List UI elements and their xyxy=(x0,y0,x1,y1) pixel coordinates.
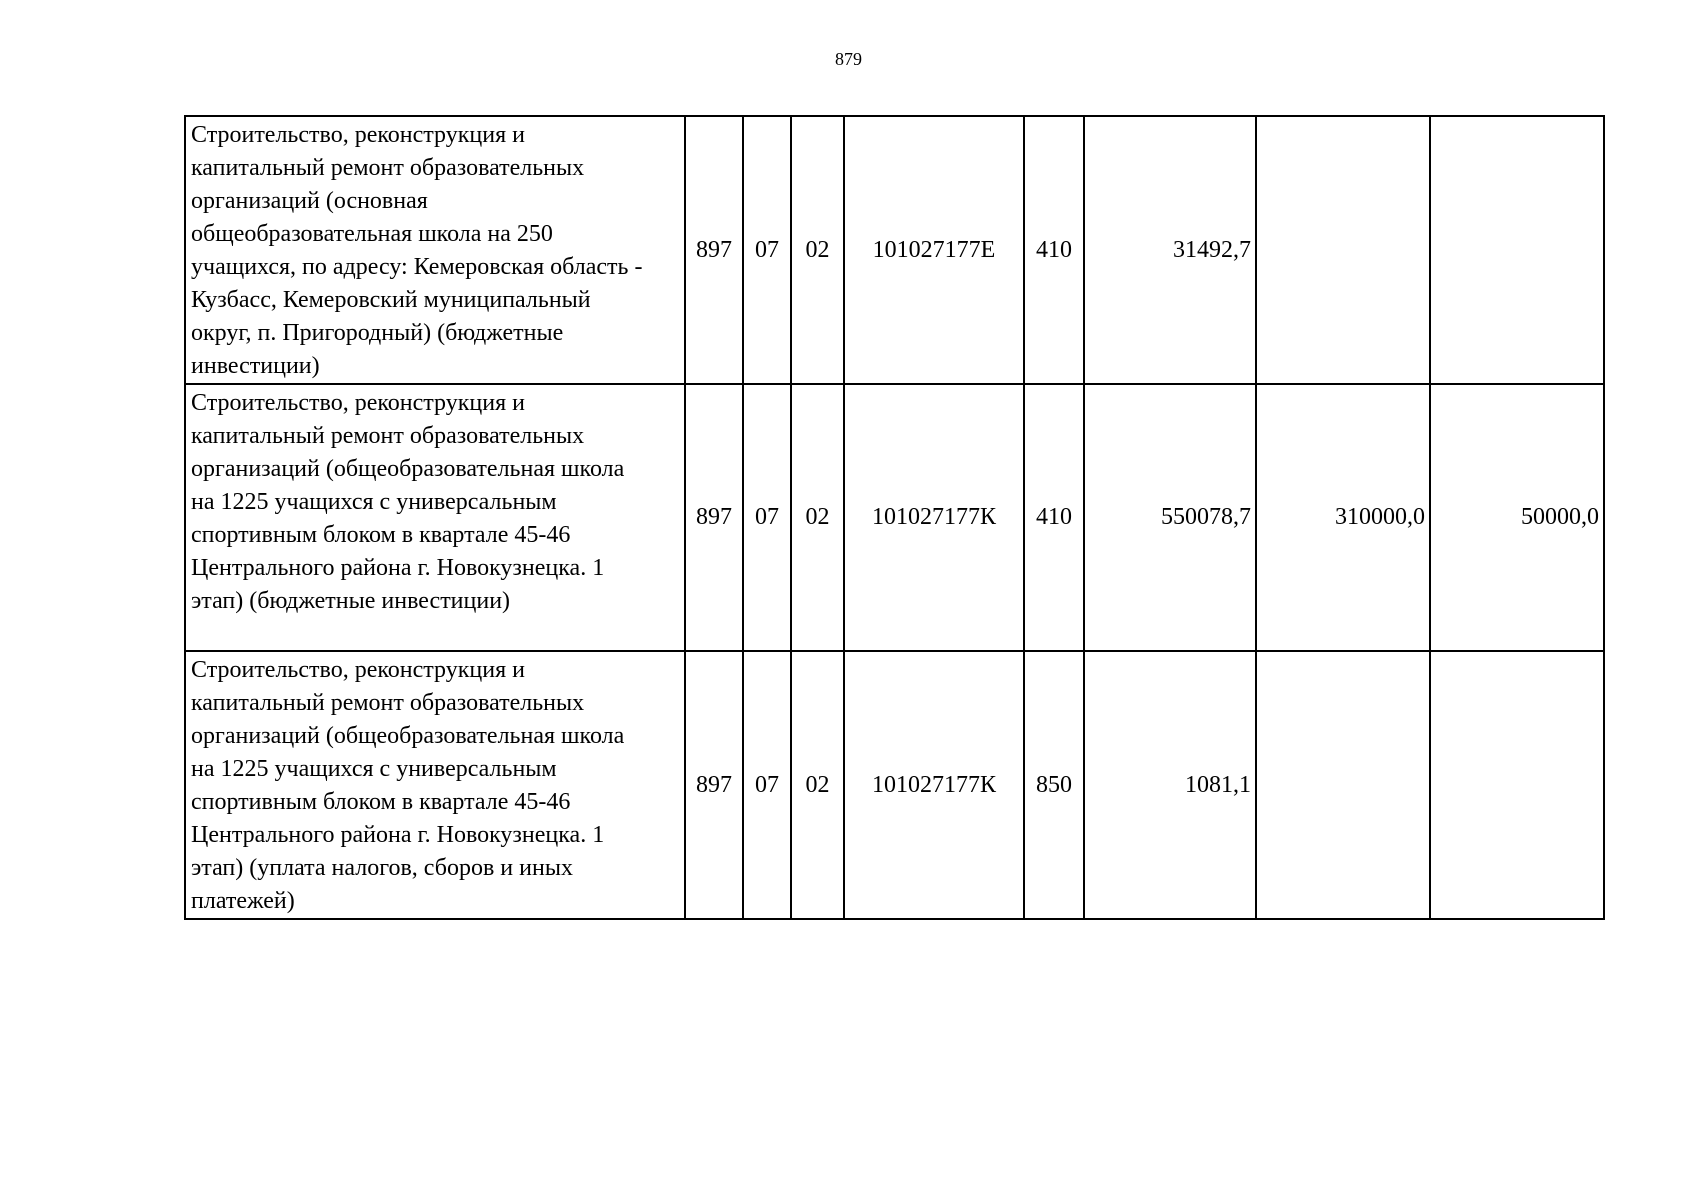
target-article-cell: 101027177К xyxy=(844,651,1024,919)
expense-name-cell: Строительство, реконструкция и капитальный ремонт образовательных организаций (общеобразовательная школа на 1225 учащихся с универсальным спортивным блоком в квартале 45-46 Центрального района г. Новокузнецка. 1 этап) (уплата налогов, сборов и иных платежей) xyxy=(185,651,685,919)
expense-name-cell: Строительство, реконструкция и капитальный ремонт образовательных организаций (общеобразовательная школа на 1225 учащихся с универсальным спортивным блоком в квартале 45-46 Центрального района г. Новокузнецка. 1 этап) (бюджетные инвестиции) xyxy=(185,384,685,651)
ministry-code-cell: 897 xyxy=(685,651,743,919)
table-row xyxy=(185,116,1604,384)
table-row xyxy=(185,651,1604,919)
sum-2-cell: 310000,0 xyxy=(1256,384,1430,651)
target-article-cell: 101027177Е xyxy=(844,116,1024,384)
subsection-code-cell: 02 xyxy=(791,651,844,919)
sum-2-cell xyxy=(1256,116,1430,384)
sum-3-cell xyxy=(1430,116,1604,384)
expense-type-cell: 410 xyxy=(1024,384,1084,651)
expense-name-cell: Строительство, реконструкция и капитальный ремонт образовательных организаций (основная общеобразовательная школа на 250 учащихся, по адресу: Кемеровская область - Кузбасс, Кемеровский муниципальный округ, п. Пригородный) (бюджетные инвестиции) xyxy=(185,116,685,384)
expense-type-cell: 410 xyxy=(1024,116,1084,384)
sum-3-cell xyxy=(1430,651,1604,919)
section-code-cell: 07 xyxy=(743,116,791,384)
subsection-code-cell: 02 xyxy=(791,116,844,384)
page-number: 879 xyxy=(835,49,862,69)
subsection-code-cell: 02 xyxy=(791,384,844,651)
sum-1-cell: 31492,7 xyxy=(1084,116,1256,384)
ministry-code-cell: 897 xyxy=(685,116,743,384)
sum-1-cell: 550078,7 xyxy=(1084,384,1256,651)
sum-2-cell xyxy=(1256,651,1430,919)
section-code-cell: 07 xyxy=(743,384,791,651)
target-article-cell: 101027177К xyxy=(844,384,1024,651)
section-code-cell: 07 xyxy=(743,651,791,919)
sum-1-cell: 1081,1 xyxy=(1084,651,1256,919)
ministry-code-cell: 897 xyxy=(685,384,743,651)
budget-table xyxy=(184,115,1605,920)
sum-3-cell: 50000,0 xyxy=(1430,384,1604,651)
table-row xyxy=(185,384,1604,651)
expense-type-cell: 850 xyxy=(1024,651,1084,919)
